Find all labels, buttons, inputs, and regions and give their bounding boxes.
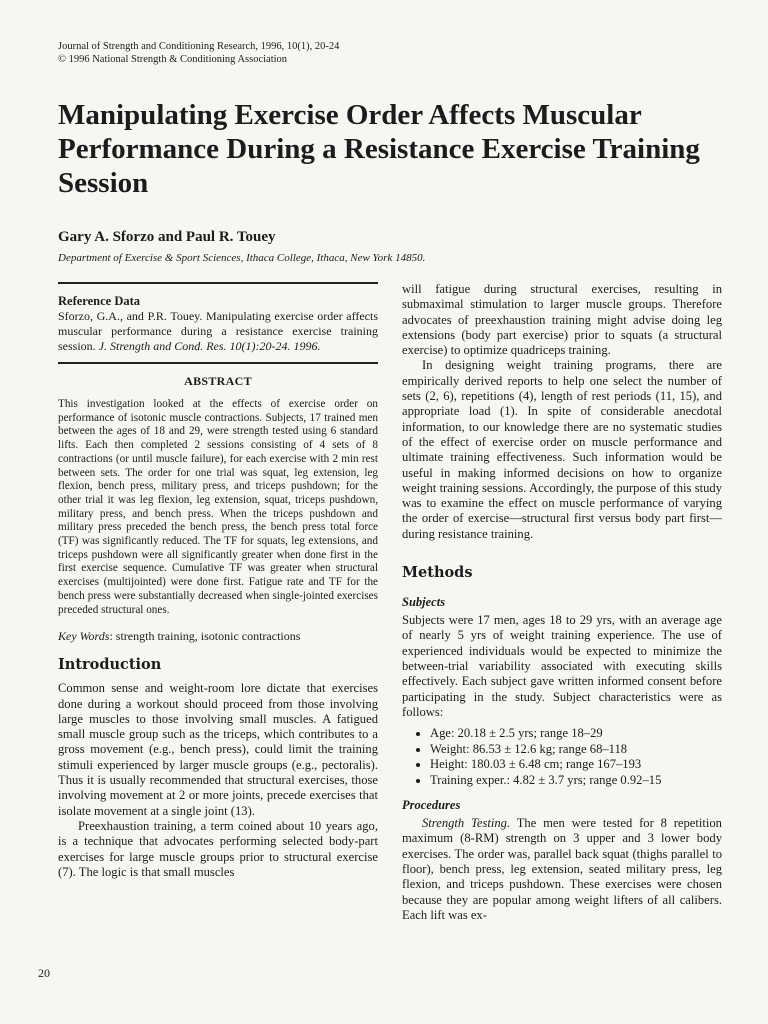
- journal-citation: Journal of Strength and Conditioning Research, 1996, 10(1), 20-24: [58, 41, 340, 52]
- reference-journal: J. Strength and Cond. Res. 10(1):20-24. 1996.: [98, 339, 321, 353]
- list-item: • Age: 20.18 ± 2.5 yrs; range 18–29: [430, 726, 722, 742]
- reference-text: Sforzo, G.A., and P.R. Touey. Manipulating exercise order affects muscular performance during a resistance exercise training session.: [58, 309, 378, 353]
- abstract-heading: ABSTRACT: [184, 374, 252, 388]
- list-item: • Height: 180.03 ± 6.48 cm; range 167–193: [430, 757, 722, 773]
- keywords-label: Key Words: [58, 629, 110, 644]
- right-column: [402, 282, 722, 923]
- methods-heading: Methods: [402, 564, 473, 582]
- article-title: Manipulating Exercise Order Affects Muscular Performance During a Resistance Exercise Training Session: [58, 99, 700, 199]
- left-column: [58, 282, 378, 880]
- keywords: [58, 629, 378, 644]
- strength-testing-body: The men were tested for 8 repetition maximum (8-RM) strength on 3 upper and 3 lower body exercises. The order was, parallel back squat (thighs parallel to floor), bench press, leg extension, seated military press, leg flexion, and triceps pushdown. These exercises were chosen because they are popular among weight lifters of all calibers. Each lift was ex-: [402, 816, 722, 922]
- strength-testing-text: [402, 816, 722, 923]
- introduction-heading: Introduction: [58, 656, 162, 674]
- journal-copyright: © 1996 National Strength & Conditioning Association: [58, 54, 288, 65]
- top-rule: [58, 282, 378, 284]
- subjects-heading: Subjects: [402, 595, 446, 610]
- journal-header: [58, 40, 478, 66]
- keywords-text: : strength training, isotonic contractions: [109, 629, 301, 644]
- list-item: • Training exper.: 4.82 ± 3.7 yrs; range 0.92–15: [430, 773, 722, 789]
- procedures-heading: Procedures: [402, 798, 461, 813]
- page-number: 20: [38, 966, 50, 980]
- intro-paragraph-3: will fatigue during structural exercises, resulting in submaximal stimulation to larger muscle groups. Therefore advocates of preexhaustion training might advise doing leg extensions (body part exercise) prior to squats (a structural exercise) to optimize quadriceps training.: [402, 282, 722, 358]
- intro-paragraph-2: Preexhaustion training, a term coined about 10 years ago, is a technique that advocates performing selected body-part exercises for large muscle groups prior to structural exercise (7). The logic is that small muscles: [58, 818, 378, 879]
- subject-characteristics-list: [402, 726, 722, 788]
- intro-paragraph-1: Common sense and weight-room lore dictate that exercises done during a workout should proceed from those involving large muscles to those involving small muscles. A fatigued small muscle group such as the triceps, which contributes to a gross movement (e.g., bench press), could limit the training stimuli experienced by larger muscle groups (e.g., pectoralis). Thus it is usually recommended that structural exercises, those involving movement at 2 or more joints, precede exercises that isolate movement at a single joint (13).: [58, 681, 378, 818]
- abstract-rule: [58, 362, 378, 364]
- list-item: • Weight: 86.53 ± 12.6 kg; range 68–118: [430, 742, 722, 758]
- abstract-text: This investigation looked at the effects of exercise order on performance of isotonic muscle contractions. Subjects, 17 trained men between the ages of 18 and 29, were strength tested using 6 standard lifts. Each then completed 2 sessions consisting of 4 sets of 8 contractions (or until muscle failure), for each exercise with 2 min rest between sets. The order for one trial was squat, leg extension, leg flexion, bench press, military press, and triceps pushdown; for the other trial it was leg flexion, leg extension, squat, triceps pushdown, military press, and bench press. When the triceps pushdown and military press preceded the bench press, the bench press total force (TF) was significantly reduced. The TF for squats, leg extensions, and triceps pushdown were all significantly greater when done first in the first exercise sequence. Cumulative TF was greater when structural exercises (multijointed) were done first. Fatigue rate and TF for the bench press were substantially decreased when single-jointed exercises preceded structural ones.: [58, 398, 378, 616]
- subjects-text: Subjects were 17 men, ages 18 to 29 yrs, with an average age of nearly 5 yrs of weight training experience. The use of experienced individuals would be expected to minimize the between-trial variability associated with executing skills effectively. Each subject gave written informed consent before participating in the study. Subject characteristics were as follows:: [402, 613, 722, 719]
- intro-paragraph-4: In designing weight training programs, there are empirically derived reports to help one select the number of sets (2, 6), repetitions (4), length of rest periods (11, 15), and appropriate load (1). In spite of considerable anecdotal information, to our knowledge there are no systematic studies of the effect of exercise order on muscle performance and ultimate training effectiveness. Such information would be useful in making informed decisions on how to organize weight training sessions. Accordingly, the purpose of this study was to examine the effect on muscle performance of varying the order of exercise—structural first versus body part first—during resistance training.: [402, 358, 722, 541]
- article-authors: Gary A. Sforzo and Paul R. Touey: [58, 229, 276, 245]
- author-affiliation: Department of Exercise & Sport Sciences, Ithaca College, Ithaca, New York 14850.: [58, 252, 426, 264]
- strength-testing-label: Strength Testing.: [422, 816, 511, 831]
- reference-data: [58, 294, 378, 354]
- reference-heading: Reference Data: [58, 294, 141, 308]
